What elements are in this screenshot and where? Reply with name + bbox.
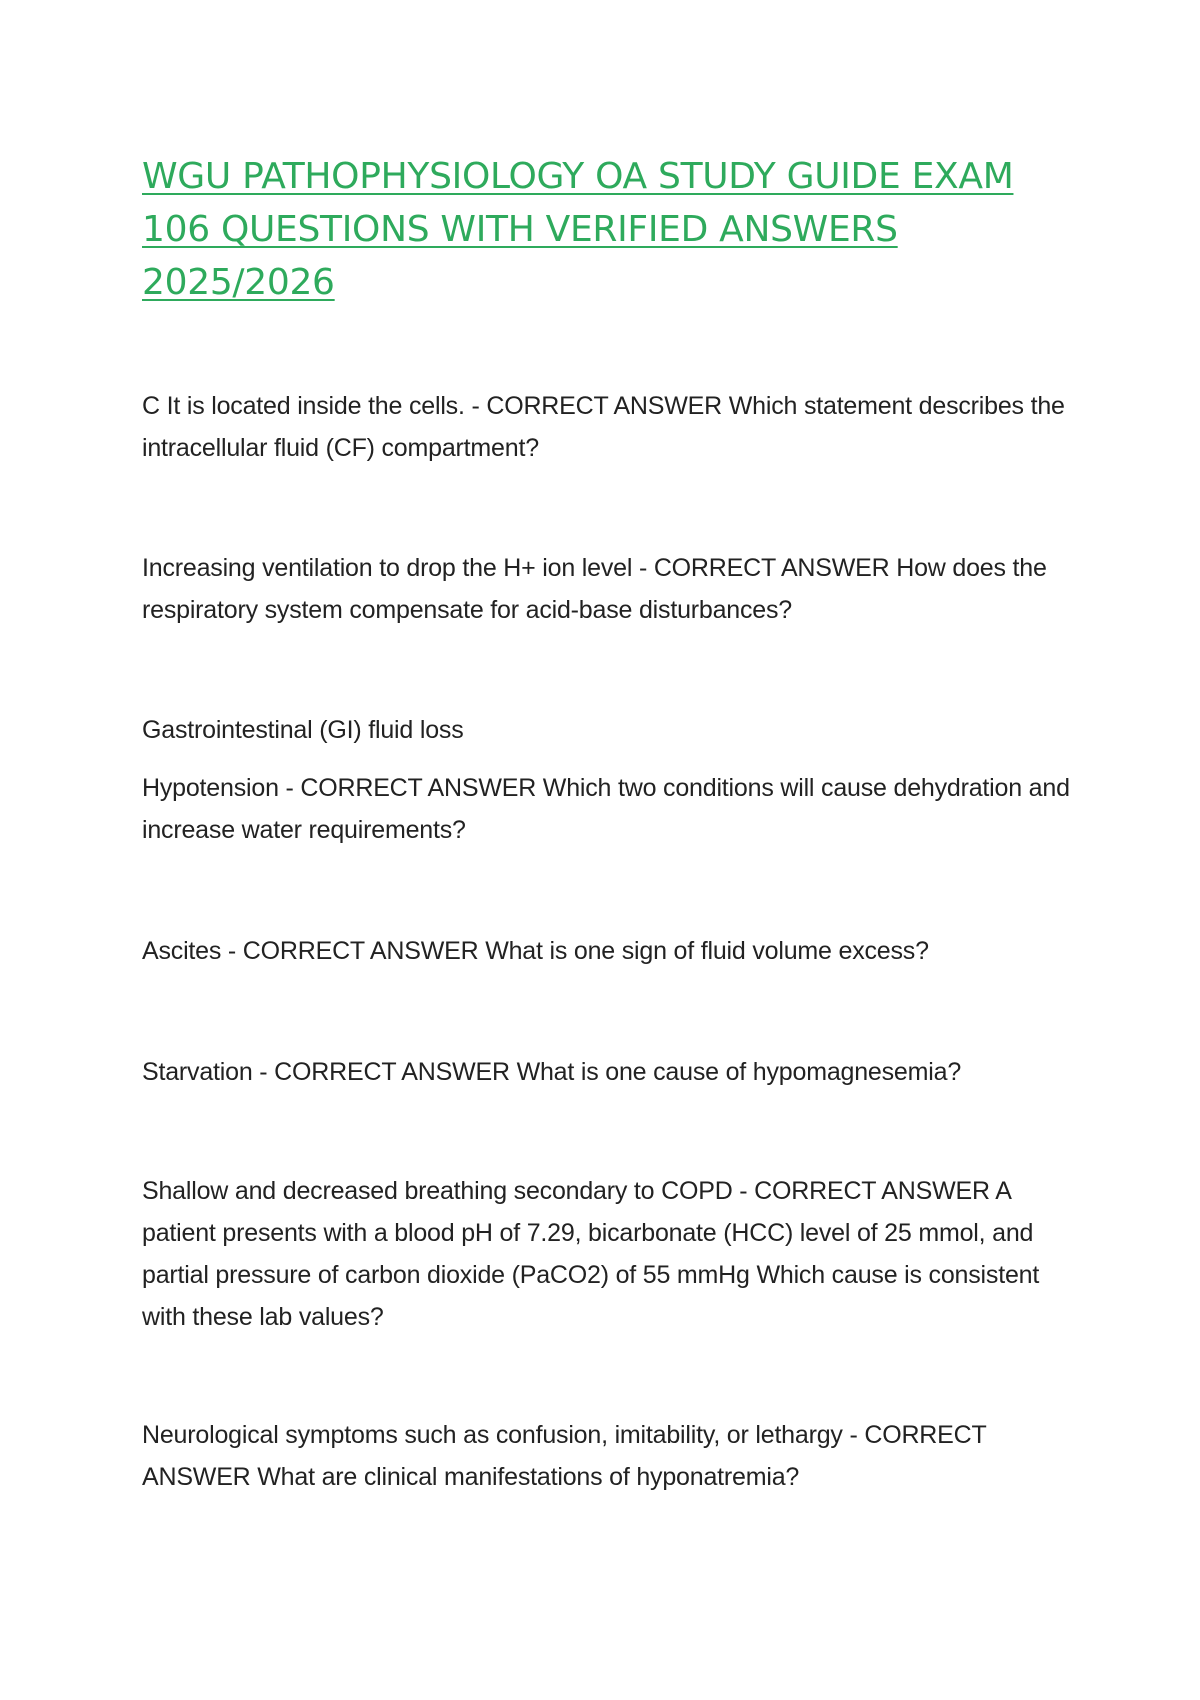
qa-entry-3: Gastrointestinal (GI) fluid loss bbox=[142, 716, 464, 744]
qa-entry-6: Starvation - CORRECT ANSWER What is one cause of hypomagnesemia? bbox=[142, 1058, 962, 1086]
qa-entry-1: C It is located inside the cells. - CORRECT ANSWER Which statement describes the intracellular fluid (CF) compartment? bbox=[142, 392, 1065, 462]
qa-entry-7: Shallow and decreased breathing secondary to COPD - CORRECT ANSWER A patient presents with a blood pH of 7.29, bicarbonate (HCC) level of 25 mmol, and partial pressure of carbon dioxide (PaCO2) of 55 mmHg Which cause is consistent with these lab values? bbox=[142, 1177, 1040, 1331]
document-title[interactable]: WGU PATHOPHYSIOLOGY OA STUDY GUIDE EXAM 106 QUESTIONS WITH VERIFIED ANSWERS 2025/2026 bbox=[142, 156, 1014, 303]
qa-entry-2: Increasing ventilation to drop the H+ ion level - CORRECT ANSWER How does the respiratory system compensate for acid-base disturbances? bbox=[142, 554, 1047, 624]
qa-entry-5: Ascites - CORRECT ANSWER What is one sign of fluid volume excess? bbox=[142, 937, 929, 965]
qa-entry-8: Neurological symptoms such as confusion, imitability, or lethargy - CORRECT ANSWER What are clinical manifestations of hyponatremia? bbox=[142, 1421, 987, 1491]
qa-entry-4: Hypotension - CORRECT ANSWER Which two conditions will cause dehydration and increase water requirements? bbox=[142, 774, 1070, 844]
